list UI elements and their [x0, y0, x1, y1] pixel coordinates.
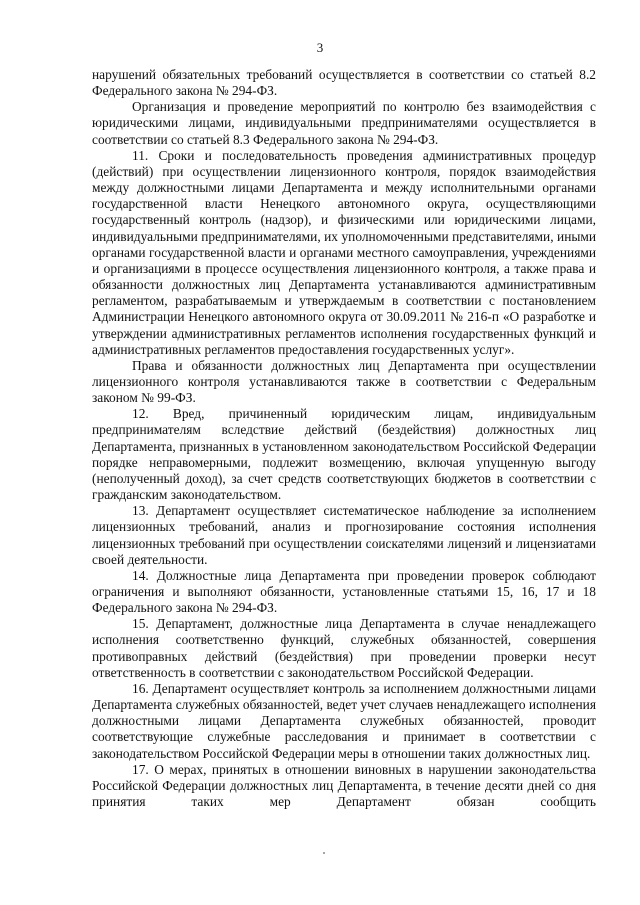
paragraph-item-11: 11. Сроки и последовательность проведения административных процедур (действий) при осуществлении лицензионного контроля, порядок взаимодействия между должностными лицами Департамента и между исполнительными органами государственной власти Ненецкого автономного округа, осуществляющими государственный контроль (надзор), и физическими или юридическими лицами, индивидуальными предпринимателями, их уполномоченными представителями, иными органами государственной власти и органами местного самоуправления, учреждениями и организациями в процессе осуществления лицензионного контроля, а также права и обязанности должностных лиц Департамента устанавливаются административным регламентом, разрабатываемым и утверждаемым в соответствии с постановлением Администрации Ненецкого автономного округа от 30.09.2011 № 216-п «О разработке и утверждении административных регламентов исполнения государственных функций и административных регламентов предоставления государственных услуг».	[92, 147, 596, 357]
paragraph-item-12: 12. Вред, причиненный юридическим лицам, индивидуальным предпринимателям вследствие действий (бездействия) должностных лиц Департамента, признанных в установленном законодательством Российской Федерации порядке неправомерными, подлежит возмещению, включая упущенную выгоду (неполученный доход), за счет средств соответствующих бюджетов в соответствии с гражданским законодательством.	[92, 406, 596, 503]
paragraph-item-17: 17. О мерах, принятых в отношении виновных в нарушении законодательства Российской Федерации должностных лиц Департамента, в течение десяти дней со дня принятия таких мер Департамент обязан сообщить	[92, 761, 596, 810]
paragraph-control-without-interaction: Организация и проведение мероприятий по контролю без взаимодействия с юридическими лицами, индивидуальными предпринимателями осуществляется в соответствии со статьей 8.3 Федерального закона № 294-ФЗ.	[92, 99, 596, 147]
document-body	[92, 67, 596, 810]
paragraph-item-16: 16. Департамент осуществляет контроль за исполнением должностными лицами Департамента служебных обязанностей, ведет учет случаев ненадлежащего исполнения должностными лицами Департамента служебных обязанностей, проводит соответствующие служебные расследования и принимает в соответствии с законодательством Российской Федерации меры в отношении таких должностных лиц.	[92, 680, 596, 761]
scan-speck	[323, 852, 325, 854]
paragraph-item-15: 15. Департамент, должностные лица Департамента в случае ненадлежащего исполнения соответственно функций, служебных обязанностей, совершения противоправных действий (бездействия) при проведении проверки несут ответственность в соответствии с законодательством Российской Федерации.	[92, 616, 596, 680]
paragraph-officials-rights: Права и обязанности должностных лиц Департамента при осуществлении лицензионного контроля устанавливаются также в соответствии с Федеральным законом № 99-ФЗ.	[92, 357, 596, 406]
paragraph-continuation: нарушений обязательных требований осуществляется в соответствии со статьей 8.2 Федерального закона № 294-ФЗ.	[92, 67, 596, 99]
paragraph-item-14: 14. Должностные лица Департамента при проведении проверок соблюдают ограничения и выполняют обязанности, установленные статьями 15, 16, 17 и 18 Федерального закона № 294-ФЗ.	[92, 567, 596, 616]
paragraph-item-13: 13. Департамент осуществляет систематическое наблюдение за исполнением лицензионных требований, анализ и прогнозирование состояния исполнения лицензионных требований при осуществлении соискателями лицензий и лицензиатами своей деятельности.	[92, 503, 596, 567]
page-number: 3	[316, 40, 324, 55]
